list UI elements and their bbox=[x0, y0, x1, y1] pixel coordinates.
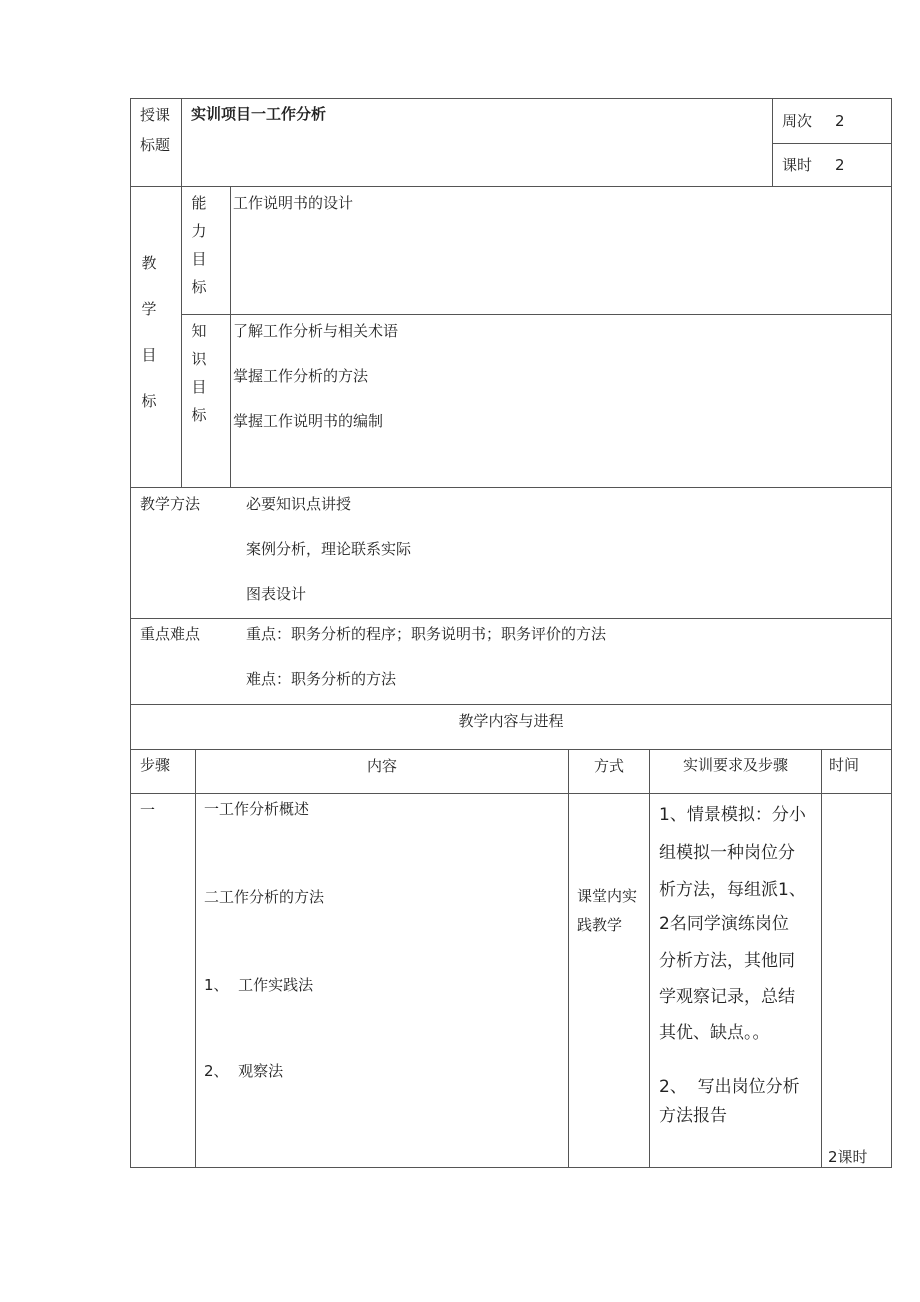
week-label: 周次 bbox=[782, 112, 813, 130]
knowledge-item: 了解工作分析与相关术语 bbox=[233, 322, 399, 340]
requirement-line: 2名同学演练岗位 bbox=[659, 914, 789, 934]
methods-label: 教学方法 bbox=[140, 495, 201, 513]
requirement-line: 1、情景模拟：分小 bbox=[659, 805, 806, 825]
title-label-line2: 标题 bbox=[140, 136, 171, 154]
content-item: 1、 工作实践法 bbox=[204, 976, 314, 994]
row-step: 一 bbox=[140, 801, 156, 819]
col-header-step: 步骤 bbox=[140, 756, 171, 774]
requirement-line: 组模拟一种岗位分 bbox=[659, 843, 795, 863]
requirement-line: 分析方法，其他同 bbox=[659, 951, 795, 971]
requirement-line: 析方法，每组派1、 bbox=[659, 880, 806, 900]
lesson-title: 实训项目一工作分析 bbox=[191, 105, 327, 123]
hours-label: 课时 bbox=[782, 156, 813, 174]
difficult-points: 难点：职务分析的方法 bbox=[246, 670, 397, 688]
content-item: 2、 观察法 bbox=[204, 1062, 284, 1080]
col-header-content: 内容 bbox=[366, 757, 397, 775]
content-item: 一工作分析概述 bbox=[204, 800, 310, 818]
methods-item: 案例分析，理论联系实际 bbox=[246, 540, 412, 558]
col-header-time: 时间 bbox=[829, 756, 860, 774]
ability-label: 能 力 目 标 bbox=[191, 194, 207, 296]
hours-value: 2 bbox=[835, 156, 845, 174]
knowledge-item: 掌握工作分析的方法 bbox=[233, 367, 369, 385]
objectives-label: 教 学 目 标 bbox=[141, 254, 157, 410]
row-step-cell bbox=[130, 793, 196, 1168]
col-header-mode: 方式 bbox=[593, 757, 624, 775]
knowledge-item: 掌握工作说明书的编制 bbox=[233, 412, 384, 430]
ability-item: 工作说明书的设计 bbox=[233, 194, 354, 212]
progress-title: 教学内容与进程 bbox=[458, 712, 564, 730]
methods-cell bbox=[130, 487, 892, 619]
col-header-requirements: 实训要求及步骤 bbox=[682, 756, 788, 774]
knowledge-label: 知 识 目 标 bbox=[191, 322, 207, 424]
content-item: 二工作分析的方法 bbox=[204, 888, 325, 906]
requirement-line: 其优、缺点。。 bbox=[659, 1023, 770, 1043]
title-label-line1: 授课 bbox=[140, 106, 171, 124]
mode-line: 课堂内实 bbox=[577, 887, 638, 905]
row-time: 2课时 bbox=[828, 1148, 868, 1166]
week-value: 2 bbox=[835, 112, 845, 130]
requirement-line: 2、 写出岗位分析 bbox=[659, 1077, 800, 1097]
mode-line: 践教学 bbox=[577, 916, 623, 934]
requirement-line: 学观察记录，总结 bbox=[659, 987, 795, 1007]
knowledge-content-cell bbox=[230, 314, 892, 488]
row-mode-cell bbox=[568, 793, 650, 1168]
methods-item: 必要知识点讲授 bbox=[246, 495, 352, 513]
key-points: 重点：职务分析的程序；职务说明书；职务评价的方法 bbox=[246, 625, 607, 643]
requirement-line: 方法报告 bbox=[659, 1106, 727, 1126]
row-time-cell bbox=[821, 793, 892, 1168]
focus-label: 重点难点 bbox=[140, 625, 201, 643]
methods-item: 图表设计 bbox=[246, 585, 307, 603]
